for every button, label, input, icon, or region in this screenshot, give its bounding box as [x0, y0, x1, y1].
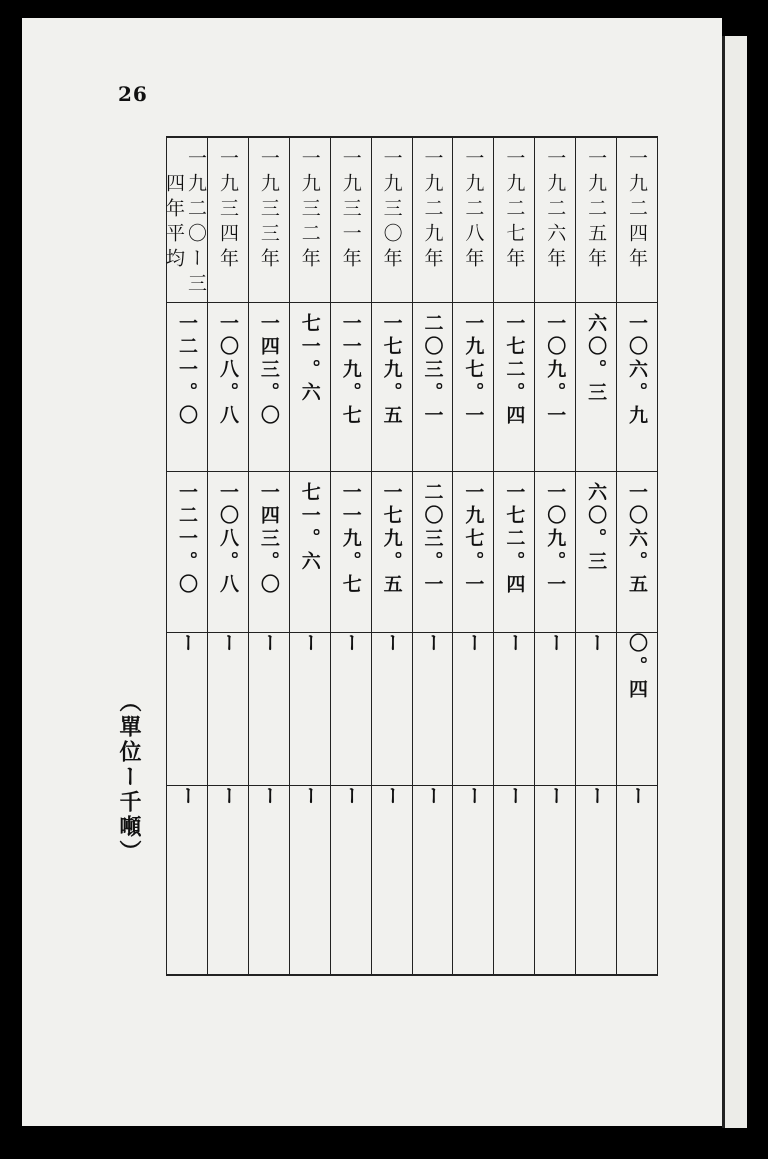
table-cell	[453, 303, 494, 472]
table-cell	[371, 786, 412, 976]
statistics-table	[163, 136, 658, 976]
year-cell: 一九三二年	[298, 148, 321, 273]
value-cell-4: ー	[298, 786, 321, 809]
value-cell-3: ー	[503, 633, 526, 656]
table-cell	[576, 472, 617, 633]
value-cell-3: ー	[544, 633, 567, 656]
table-cell	[248, 786, 289, 976]
year-cell: 一九三一年	[339, 148, 362, 273]
year-cell: 一九二七年	[503, 148, 526, 273]
value-cell-4: ー	[626, 786, 649, 809]
table-cell	[535, 472, 576, 633]
value-cell-4: ー	[176, 786, 199, 809]
table-cell	[330, 786, 371, 976]
table-cell	[412, 303, 453, 472]
table-cell	[208, 786, 249, 976]
table-cell	[453, 633, 494, 786]
value-cell-2: 一七二。四	[503, 482, 526, 597]
table-cell	[289, 137, 330, 303]
value-cell-3: ー	[298, 633, 321, 656]
value-cell-1: 一二一。〇	[176, 313, 199, 428]
table-cell	[289, 472, 330, 633]
value-cell-1: 一〇六。九	[626, 313, 649, 428]
year-cell: 一九三四年	[216, 148, 239, 273]
value-row-2	[167, 472, 658, 633]
value-cell-3: ー	[176, 633, 199, 656]
value-row-3	[167, 633, 658, 786]
table-cell	[535, 137, 576, 303]
table-cell	[576, 137, 617, 303]
table-cell	[208, 137, 249, 303]
table-cell	[617, 137, 658, 303]
year-header-row	[167, 137, 658, 303]
value-cell-2: 一一九。七	[339, 482, 362, 597]
value-cell-3: ー	[257, 633, 280, 656]
table-cell	[617, 786, 658, 976]
table-cell	[412, 137, 453, 303]
value-cell-2: 六〇。三	[585, 482, 608, 574]
table-cell	[617, 303, 658, 472]
page-number: 26	[118, 82, 148, 106]
year-cell: 一九二六年	[544, 148, 567, 273]
table-cell	[371, 472, 412, 633]
table-cell	[412, 786, 453, 976]
table-cell	[167, 303, 208, 472]
table-cell	[371, 137, 412, 303]
value-cell-3: ー	[339, 633, 362, 656]
table-cell	[167, 472, 208, 633]
table-cell	[330, 137, 371, 303]
year-cell: 一九二八年	[462, 148, 485, 273]
value-cell-1: 一〇八。八	[216, 313, 239, 428]
value-cell-4: ー	[257, 786, 280, 809]
value-cell-4: ー	[585, 786, 608, 809]
table-cell	[412, 472, 453, 633]
value-cell-1: 七一。六	[298, 313, 321, 405]
value-cell-1: 二〇三。一	[421, 313, 444, 428]
value-cell-1: 一七二。四	[503, 313, 526, 428]
value-cell-2: 一〇九。一	[544, 482, 567, 597]
value-cell-4: ー	[216, 786, 239, 809]
table-cell	[535, 786, 576, 976]
unit-note: （單位ー千噸）	[116, 690, 142, 865]
table-cell	[576, 633, 617, 786]
value-cell-1: 六〇。三	[585, 313, 608, 405]
value-cell-2: 七一。六	[298, 482, 321, 574]
table-cell	[453, 472, 494, 633]
table-cell	[208, 472, 249, 633]
value-cell-1: 一〇九。一	[544, 313, 567, 428]
table-cell	[494, 472, 535, 633]
value-cell-1: 一四三。〇	[257, 313, 280, 428]
table-cell	[167, 786, 208, 976]
table-cell	[535, 303, 576, 472]
table-cell	[494, 786, 535, 976]
table-cell	[289, 786, 330, 976]
year-cell: 一九三三年	[257, 148, 280, 273]
value-cell-3: ー	[462, 633, 485, 656]
value-cell-2: 一〇六。五	[626, 482, 649, 597]
table-cell	[330, 472, 371, 633]
table-cell	[208, 303, 249, 472]
value-cell-2: 二〇三。一	[421, 482, 444, 597]
table-cell	[576, 303, 617, 472]
value-row-4	[167, 786, 658, 976]
table-cell	[453, 137, 494, 303]
value-cell-4: ー	[462, 786, 485, 809]
table-cell	[617, 472, 658, 633]
value-cell-2: 一二一。〇	[176, 482, 199, 597]
table-cell	[248, 137, 289, 303]
table-cell	[289, 303, 330, 472]
table-cell	[494, 633, 535, 786]
year-cell: 一九二〇ー三四年平均	[163, 148, 208, 298]
table-cell	[167, 633, 208, 786]
value-cell-3: ー	[585, 633, 608, 656]
value-cell-1: 一一九。七	[339, 313, 362, 428]
value-cell-2: 一九七。一	[462, 482, 485, 597]
table-cell	[371, 633, 412, 786]
value-cell-4: ー	[339, 786, 362, 809]
table-cell	[330, 303, 371, 472]
table-cell	[163, 137, 208, 303]
year-cell: 一九三〇年	[380, 148, 403, 273]
value-cell-2: 一〇八。八	[216, 482, 239, 597]
value-cell-2: 一四三。〇	[257, 482, 280, 597]
table-cell	[289, 633, 330, 786]
value-cell-2: 一七九。五	[380, 482, 403, 597]
value-cell-4: ー	[544, 786, 567, 809]
table-cell	[494, 137, 535, 303]
year-cell: 一九二九年	[421, 148, 444, 273]
value-row-1	[167, 303, 658, 472]
table-cell	[617, 633, 658, 786]
table-cell	[208, 633, 249, 786]
table-cell	[494, 303, 535, 472]
value-cell-3: 〇。四	[626, 633, 649, 702]
value-cell-4: ー	[503, 786, 526, 809]
value-cell-4: ー	[380, 786, 403, 809]
table-cell	[248, 633, 289, 786]
table-cell	[412, 633, 453, 786]
table-cell	[535, 633, 576, 786]
value-cell-3: ー	[421, 633, 444, 656]
year-cell: 一九二五年	[585, 148, 608, 273]
year-cell: 一九二四年	[626, 148, 649, 273]
value-cell-3: ー	[216, 633, 239, 656]
page-edge	[722, 36, 747, 1128]
value-cell-4: ー	[421, 786, 444, 809]
table-cell	[371, 303, 412, 472]
table-cell	[248, 303, 289, 472]
table-cell	[576, 786, 617, 976]
value-cell-1: 一九七。一	[462, 313, 485, 428]
table-cell	[248, 472, 289, 633]
value-cell-3: ー	[380, 633, 403, 656]
table-cell	[330, 633, 371, 786]
value-cell-1: 一七九。五	[380, 313, 403, 428]
table-cell	[453, 786, 494, 976]
